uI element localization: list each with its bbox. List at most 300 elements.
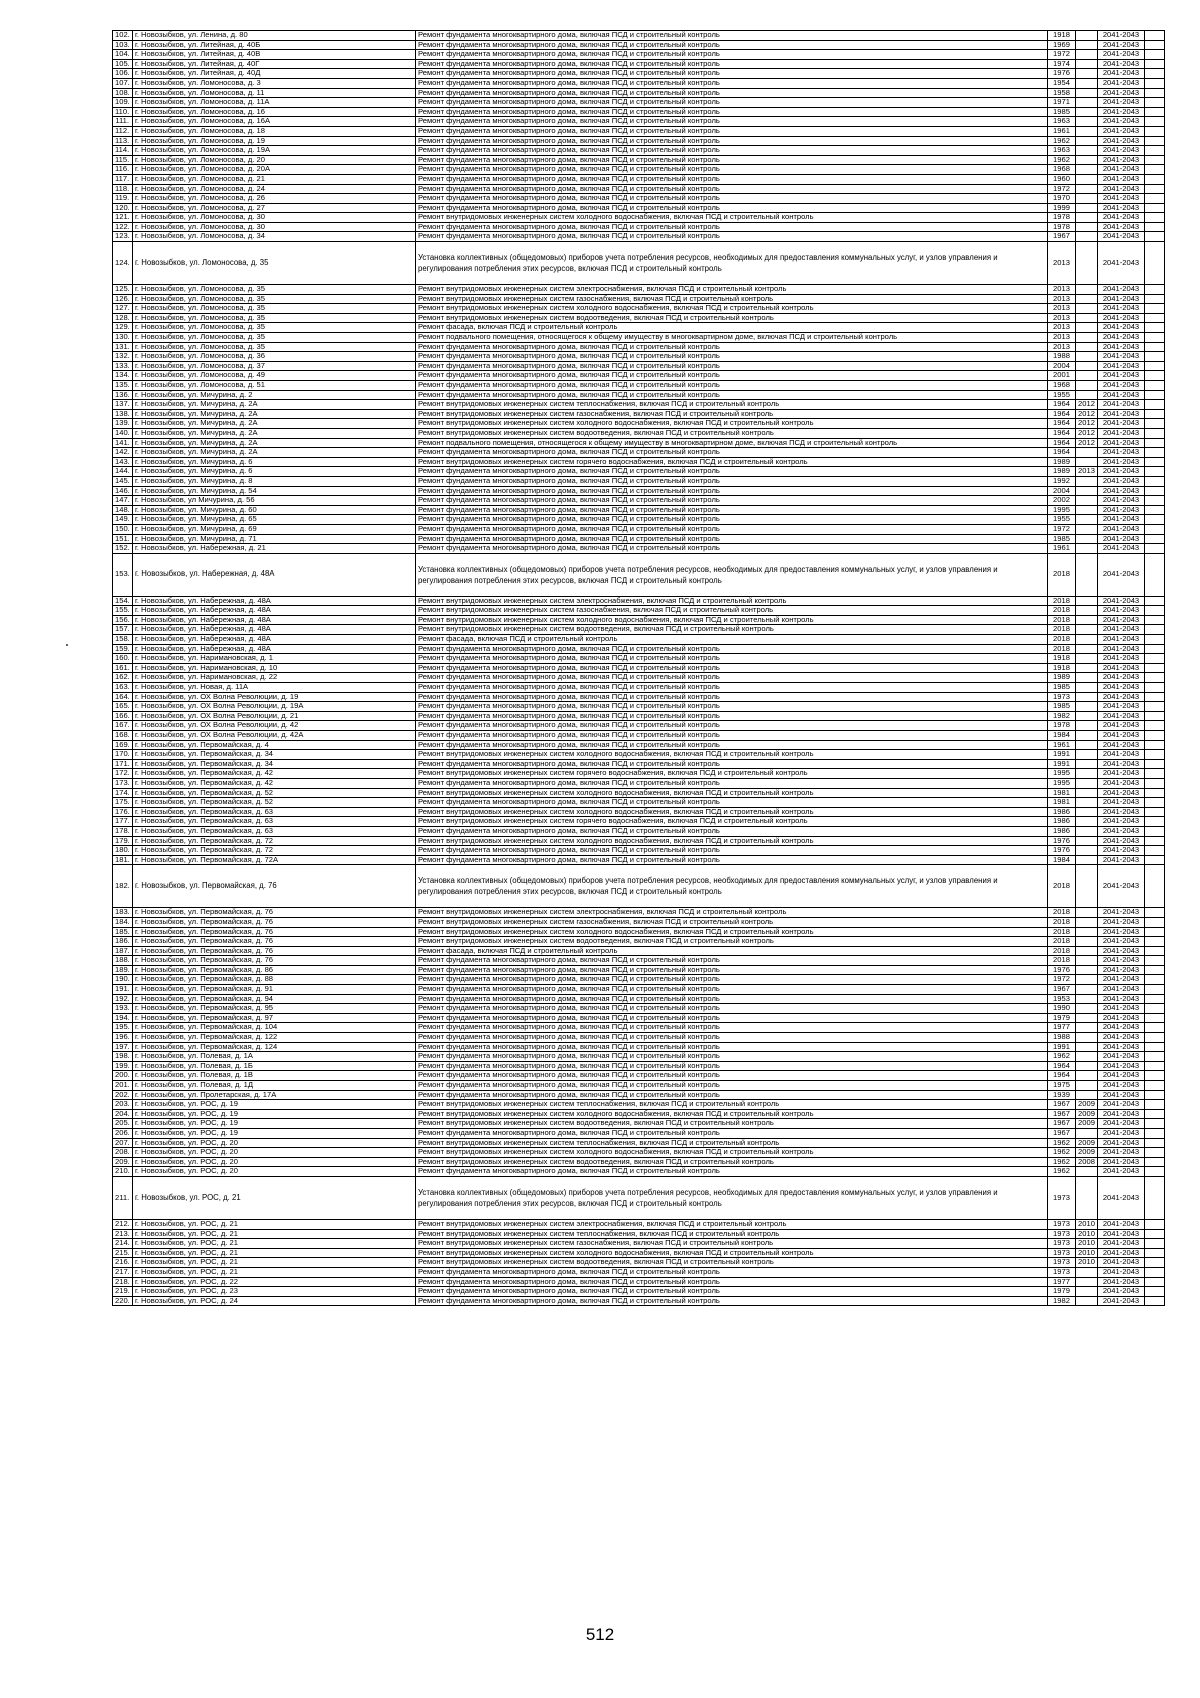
row-work-type: Ремонт фундамента многоквартирного дома, включая ПСД и строительный контроль (416, 740, 1048, 750)
row-blank-cell (1145, 917, 1165, 927)
row-year-built: 1976 (1048, 69, 1076, 79)
row-work-type: Ремонт внутридомовых инженерных систем теплоснабжения, включая ПСД и строительный контроль (416, 1138, 1048, 1148)
row-blank-cell (1145, 606, 1165, 616)
row-blank-cell (1145, 1100, 1165, 1110)
table-row (113, 40, 1165, 50)
row-year-built: 1960 (1048, 174, 1076, 184)
row-blank-cell (1145, 165, 1165, 175)
row-number: 179. (113, 836, 133, 846)
row-address: г. Новозыбков, ул. Первомайская, д. 124 (133, 1042, 416, 1052)
row-blank-cell (1145, 304, 1165, 314)
row-work-type: Ремонт фундамента многоквартирного дома, включая ПСД и строительный контроль (416, 371, 1048, 381)
row-planned-period: 2041-2043 (1098, 126, 1145, 136)
row-work-type: Ремонт внутридомовых инженерных систем холодного водоснабжения, включая ПСД и строительный контроль (416, 1109, 1048, 1119)
table-row (113, 553, 1165, 596)
table-row (113, 1176, 1165, 1219)
row-planned-period: 2041-2043 (1098, 759, 1145, 769)
row-number: 139. (113, 419, 133, 429)
row-address: г. Новозыбков, ул. Первомайская, д. 72А (133, 855, 416, 865)
row-year-last-repair (1076, 203, 1098, 213)
row-year-built: 2013 (1048, 323, 1076, 333)
row-planned-period: 2041-2043 (1098, 294, 1145, 304)
row-planned-period: 2041-2043 (1098, 213, 1145, 223)
row-number: 196. (113, 1033, 133, 1043)
table-row (113, 448, 1165, 458)
row-work-type: Установка коллективных (общедомовых) приборов учета потребления ресурсов, необходимых для предоставления коммунальных услуг, и узлов управления и регулирования потребления этих ресурсов, включая ПСД и строительный контроль (416, 242, 1048, 285)
row-address: г. Новозыбков, ул. РОС, д. 24 (133, 1296, 416, 1306)
row-number: 207. (113, 1138, 133, 1148)
row-planned-period: 2041-2043 (1098, 515, 1145, 525)
row-year-last-repair (1076, 702, 1098, 712)
row-address: г. Новозыбков, ул. Пролетарская, д. 17А (133, 1090, 416, 1100)
row-address: г. Новозыбков, ул. РОС, д. 21 (133, 1229, 416, 1239)
row-address: г. Новозыбков, ул. Первомайская, д. 52 (133, 798, 416, 808)
row-work-type: Ремонт фундамента многоквартирного дома, включая ПСД и строительный контроль (416, 476, 1048, 486)
row-year-built: 1963 (1048, 146, 1076, 156)
row-work-type: Ремонт внутридомовых инженерных систем водоотведения, включая ПСД и строительный контроль (416, 937, 1048, 947)
row-address: г. Новозыбков, ул. Ломоносова, д. 20 (133, 155, 416, 165)
table-row (113, 50, 1165, 60)
row-year-built: 2018 (1048, 937, 1076, 947)
row-blank-cell (1145, 855, 1165, 865)
row-work-type: Ремонт внутридомовых инженерных систем водоотведения, включая ПСД и строительный контроль (416, 428, 1048, 438)
table-row (113, 1229, 1165, 1239)
row-number: 170. (113, 750, 133, 760)
row-number: 194. (113, 1013, 133, 1023)
row-work-type: Ремонт фундамента многоквартирного дома, включая ПСД и строительный контроль (416, 69, 1048, 79)
row-planned-period: 2041-2043 (1098, 927, 1145, 937)
row-work-type: Ремонт фундамента многоквартирного дома, включая ПСД и строительный контроль (416, 1167, 1048, 1177)
table-row (113, 222, 1165, 232)
row-blank-cell (1145, 865, 1165, 908)
row-number: 173. (113, 778, 133, 788)
row-year-built: 2013 (1048, 313, 1076, 323)
row-year-last-repair (1076, 88, 1098, 98)
row-address: г. Новозыбков, ул. РОС, д. 20 (133, 1167, 416, 1177)
row-blank-cell (1145, 956, 1165, 966)
row-address: г. Новозыбков, ул. Первомайская, д. 88 (133, 975, 416, 985)
row-number: 126. (113, 294, 133, 304)
row-year-last-repair (1076, 448, 1098, 458)
row-blank-cell (1145, 1267, 1165, 1277)
row-work-type: Ремонт фундамента многоквартирного дома, включая ПСД и строительный контроль (416, 174, 1048, 184)
row-number: 110. (113, 107, 133, 117)
row-number: 145. (113, 476, 133, 486)
row-number: 142. (113, 448, 133, 458)
table-row (113, 78, 1165, 88)
table-row (113, 400, 1165, 410)
row-work-type: Ремонт фундамента многоквартирного дома, включая ПСД и строительный контроль (416, 534, 1048, 544)
row-planned-period: 2041-2043 (1098, 59, 1145, 69)
row-year-last-repair: 2012 (1076, 428, 1098, 438)
row-blank-cell (1145, 826, 1165, 836)
row-blank-cell (1145, 711, 1165, 721)
row-year-built: 1988 (1048, 1033, 1076, 1043)
table-row (113, 635, 1165, 645)
row-address: г. Новозыбков, ул. РОС, д. 19 (133, 1128, 416, 1138)
table-row (113, 692, 1165, 702)
row-number: 197. (113, 1042, 133, 1052)
row-work-type: Ремонт фундамента многоквартирного дома, включая ПСД и строительный контроль (416, 505, 1048, 515)
row-planned-period: 2041-2043 (1098, 457, 1145, 467)
row-blank-cell (1145, 184, 1165, 194)
row-address: г. Новозыбков, ул. РОС, д. 21 (133, 1267, 416, 1277)
table-row (113, 1004, 1165, 1014)
row-work-type: Ремонт фундамента многоквартирного дома, включая ПСД и строительный контроль (416, 232, 1048, 242)
row-year-built: 2018 (1048, 917, 1076, 927)
row-year-last-repair (1076, 323, 1098, 333)
row-year-last-repair (1076, 524, 1098, 534)
row-year-built: 2013 (1048, 242, 1076, 285)
row-number: 184. (113, 917, 133, 927)
table-row (113, 865, 1165, 908)
table-row (113, 1267, 1165, 1277)
row-address: г. Новозыбков, ул. ОХ Волна Революции, д. 19 (133, 692, 416, 702)
row-blank-cell (1145, 1219, 1165, 1229)
row-work-type: Ремонт фундамента многоквартирного дома, включая ПСД и строительный контроль (416, 467, 1048, 477)
row-year-built: 1974 (1048, 59, 1076, 69)
table-row (113, 644, 1165, 654)
table-row (113, 505, 1165, 515)
row-blank-cell (1145, 1004, 1165, 1014)
row-planned-period: 2041-2043 (1098, 390, 1145, 400)
row-planned-period: 2041-2043 (1098, 381, 1145, 391)
row-blank-cell (1145, 1248, 1165, 1258)
row-address: г. Новозыбков, ул. Первомайская, д. 97 (133, 1013, 416, 1023)
row-blank-cell (1145, 333, 1165, 343)
row-blank-cell (1145, 721, 1165, 731)
table-row (113, 342, 1165, 352)
row-blank-cell (1145, 1167, 1165, 1177)
row-work-type: Ремонт внутридомовых инженерных систем газоснабжения, включая ПСД и строительный контроль (416, 409, 1048, 419)
row-year-built: 1989 (1048, 457, 1076, 467)
row-work-type: Ремонт фундамента многоквартирного дома, включая ПСД и строительный контроль (416, 965, 1048, 975)
row-year-last-repair (1076, 184, 1098, 194)
row-planned-period: 2041-2043 (1098, 342, 1145, 352)
row-address: г. Новозыбков, ул. РОС, д. 21 (133, 1258, 416, 1268)
row-year-last-repair (1076, 285, 1098, 295)
row-year-last-repair (1076, 908, 1098, 918)
row-year-built: 1978 (1048, 222, 1076, 232)
row-year-built: 1999 (1048, 203, 1076, 213)
row-address: г. Новозыбков, ул. Первомайская, д. 76 (133, 946, 416, 956)
table-row (113, 59, 1165, 69)
table-row (113, 155, 1165, 165)
row-blank-cell (1145, 232, 1165, 242)
table-row (113, 807, 1165, 817)
row-blank-cell (1145, 78, 1165, 88)
row-planned-period: 2041-2043 (1098, 596, 1145, 606)
row-year-last-repair (1076, 855, 1098, 865)
row-blank-cell (1145, 1109, 1165, 1119)
row-blank-cell (1145, 31, 1165, 41)
row-work-type: Ремонт фундамента многоквартирного дома, включая ПСД и строительный контроль (416, 654, 1048, 664)
table-row (113, 946, 1165, 956)
row-number: 154. (113, 596, 133, 606)
row-year-last-repair (1076, 155, 1098, 165)
row-year-built: 2018 (1048, 865, 1076, 908)
row-year-built: 1970 (1048, 194, 1076, 204)
row-year-last-repair (1076, 476, 1098, 486)
row-year-last-repair (1076, 606, 1098, 616)
row-year-last-repair (1076, 165, 1098, 175)
row-number: 105. (113, 59, 133, 69)
row-blank-cell (1145, 1023, 1165, 1033)
row-number: 182. (113, 865, 133, 908)
table-row (113, 1138, 1165, 1148)
row-year-last-repair (1076, 1267, 1098, 1277)
row-address: г. Новозыбков, ул. Первомайская, д. 42 (133, 769, 416, 779)
row-number: 190. (113, 975, 133, 985)
row-number: 124. (113, 242, 133, 285)
program-table-sheet (112, 30, 1164, 1306)
row-work-type: Установка коллективных (общедомовых) приборов учета потребления ресурсов, необходимых для предоставления коммунальных услуг, и узлов управления и регулирования потребления этих ресурсов, включая ПСД и строительный контроль (416, 553, 1048, 596)
row-work-type: Ремонт фундамента многоквартирного дома, включая ПСД и строительный контроль (416, 994, 1048, 1004)
row-planned-period: 2041-2043 (1098, 711, 1145, 721)
row-address: г. Новозыбков, ул. Литейная, д. 40Г (133, 59, 416, 69)
row-planned-period: 2041-2043 (1098, 855, 1145, 865)
row-address: г. Новозыбков, ул. РОС, д. 20 (133, 1138, 416, 1148)
row-address: г. Новозыбков, ул. Ломоносова, д. 3 (133, 78, 416, 88)
table-row (113, 683, 1165, 693)
row-blank-cell (1145, 1148, 1165, 1158)
row-work-type: Ремонт фундамента многоквартирного дома, включая ПСД и строительный контроль (416, 31, 1048, 41)
row-planned-period: 2041-2043 (1098, 1176, 1145, 1219)
row-blank-cell (1145, 222, 1165, 232)
row-number: 169. (113, 740, 133, 750)
row-blank-cell (1145, 361, 1165, 371)
row-number: 159. (113, 644, 133, 654)
row-year-last-repair: 2010 (1076, 1229, 1098, 1239)
row-planned-period: 2041-2043 (1098, 419, 1145, 429)
row-year-built: 1985 (1048, 683, 1076, 693)
row-number: 137. (113, 400, 133, 410)
row-year-built: 1964 (1048, 400, 1076, 410)
table-row (113, 826, 1165, 836)
row-year-built: 1961 (1048, 126, 1076, 136)
row-year-built: 1953 (1048, 994, 1076, 1004)
row-work-type: Ремонт фундамента многоквартирного дома, включая ПСД и строительный контроль (416, 496, 1048, 506)
table-row (113, 1109, 1165, 1119)
row-work-type: Ремонт фундамента многоквартирного дома, включая ПСД и строительный контроль (416, 117, 1048, 127)
table-row (113, 352, 1165, 362)
row-planned-period: 2041-2043 (1098, 313, 1145, 323)
row-planned-period: 2041-2043 (1098, 1013, 1145, 1023)
row-year-last-repair (1076, 1052, 1098, 1062)
row-year-built: 1962 (1048, 1052, 1076, 1062)
row-work-type: Ремонт внутридомовых инженерных систем холодного водоснабжения, включая ПСД и строительный контроль (416, 419, 1048, 429)
row-year-last-repair (1076, 654, 1098, 664)
row-year-last-repair (1076, 342, 1098, 352)
row-address: г. Новозыбков, ул. Мичурина, д. 60 (133, 505, 416, 515)
row-blank-cell (1145, 1061, 1165, 1071)
table-row (113, 333, 1165, 343)
row-number: 119. (113, 194, 133, 204)
row-planned-period: 2041-2043 (1098, 731, 1145, 741)
row-year-built: 1972 (1048, 50, 1076, 60)
row-year-last-repair (1076, 937, 1098, 947)
row-address: г. Новозыбков, ул. Первомайская, д. 76 (133, 956, 416, 966)
row-planned-period: 2041-2043 (1098, 409, 1145, 419)
row-year-built: 1979 (1048, 1287, 1076, 1297)
row-planned-period: 2041-2043 (1098, 78, 1145, 88)
row-year-last-repair (1076, 673, 1098, 683)
row-blank-cell (1145, 1229, 1165, 1239)
row-planned-period: 2041-2043 (1098, 1061, 1145, 1071)
table-row (113, 213, 1165, 223)
row-year-last-repair: 2009 (1076, 1148, 1098, 1158)
row-work-type: Ремонт фундамента многоквартирного дома, включая ПСД и строительный контроль (416, 846, 1048, 856)
row-work-type: Ремонт внутридомовых инженерных систем теплоснабжения, включая ПСД и строительный контроль (416, 1229, 1048, 1239)
row-work-type: Ремонт внутридомовых инженерных систем газоснабжения, включая ПСД и строительный контроль (416, 1239, 1048, 1249)
row-year-last-repair (1076, 946, 1098, 956)
row-blank-cell (1145, 596, 1165, 606)
table-row (113, 1157, 1165, 1167)
row-work-type: Ремонт внутридомовых инженерных систем холодного водоснабжения, включая ПСД и строительный контроль (416, 213, 1048, 223)
row-blank-cell (1145, 534, 1165, 544)
table-row (113, 788, 1165, 798)
row-year-last-repair (1076, 515, 1098, 525)
row-number: 217. (113, 1267, 133, 1277)
row-year-built: 1971 (1048, 98, 1076, 108)
row-year-built: 2018 (1048, 606, 1076, 616)
row-year-built: 1986 (1048, 826, 1076, 836)
row-work-type: Ремонт внутридомовых инженерных систем горячего водоснабжения, включая ПСД и строительный контроль (416, 817, 1048, 827)
row-planned-period: 2041-2043 (1098, 524, 1145, 534)
row-year-built: 1962 (1048, 136, 1076, 146)
row-planned-period: 2041-2043 (1098, 937, 1145, 947)
row-work-type: Ремонт фундамента многоквартирного дома, включая ПСД и строительный контроль (416, 1004, 1048, 1014)
row-year-built: 1967 (1048, 1109, 1076, 1119)
table-row (113, 606, 1165, 616)
table-row (113, 146, 1165, 156)
row-number: 165. (113, 702, 133, 712)
row-year-built: 2018 (1048, 615, 1076, 625)
row-year-last-repair (1076, 174, 1098, 184)
row-work-type: Ремонт фундамента многоквартирного дома, включая ПСД и строительный контроль (416, 1061, 1048, 1071)
row-number: 107. (113, 78, 133, 88)
row-blank-cell (1145, 126, 1165, 136)
row-number: 150. (113, 524, 133, 534)
row-address: г. Новозыбков, ул. Ломоносова, д. 36 (133, 352, 416, 362)
row-blank-cell (1145, 50, 1165, 60)
row-year-last-repair (1076, 361, 1098, 371)
row-address: г. Новозыбков, ул. Набережная, д. 48А (133, 625, 416, 635)
row-year-last-repair (1076, 333, 1098, 343)
row-year-last-repair (1076, 213, 1098, 223)
row-work-type: Ремонт фундамента многоквартирного дома, включая ПСД и строительный контроль (416, 390, 1048, 400)
table-row (113, 1167, 1165, 1177)
row-year-built: 1962 (1048, 1138, 1076, 1148)
row-year-built: 1976 (1048, 846, 1076, 856)
table-row (113, 1013, 1165, 1023)
row-planned-period: 2041-2043 (1098, 826, 1145, 836)
row-year-last-repair (1076, 1061, 1098, 1071)
row-planned-period: 2041-2043 (1098, 1100, 1145, 1110)
row-blank-cell (1145, 88, 1165, 98)
table-row (113, 759, 1165, 769)
row-year-last-repair (1076, 381, 1098, 391)
row-address: г. Новозыбков, ул. ОХ Волна Революции, д. 21 (133, 711, 416, 721)
row-year-built: 1986 (1048, 807, 1076, 817)
table-row (113, 486, 1165, 496)
row-address: г. Новозыбков, ул. Первомайская, д. 94 (133, 994, 416, 1004)
row-address: г. Новозыбков, ул. Первомайская, д. 52 (133, 788, 416, 798)
row-planned-period: 2041-2043 (1098, 222, 1145, 232)
table-row (113, 836, 1165, 846)
row-year-built: 2004 (1048, 486, 1076, 496)
row-number: 186. (113, 937, 133, 947)
row-number: 164. (113, 692, 133, 702)
table-row (113, 711, 1165, 721)
row-address: г. Новозыбков, ул. Мичурина, д. 54 (133, 486, 416, 496)
row-work-type: Ремонт внутридомовых инженерных систем холодного водоснабжения, включая ПСД и строительный контроль (416, 788, 1048, 798)
row-planned-period: 2041-2043 (1098, 323, 1145, 333)
row-address: г. Новозыбков, ул. Мичурина, д. 2А (133, 400, 416, 410)
row-year-built: 1989 (1048, 673, 1076, 683)
table-row (113, 1128, 1165, 1138)
row-work-type: Ремонт фундамента многоквартирного дома, включая ПСД и строительный контроль (416, 126, 1048, 136)
row-blank-cell (1145, 409, 1165, 419)
row-number: 152. (113, 544, 133, 554)
table-row (113, 294, 1165, 304)
row-planned-period: 2041-2043 (1098, 88, 1145, 98)
row-number: 175. (113, 798, 133, 808)
row-year-last-repair (1076, 644, 1098, 654)
row-blank-cell (1145, 778, 1165, 788)
row-planned-period: 2041-2043 (1098, 333, 1145, 343)
row-blank-cell (1145, 692, 1165, 702)
row-planned-period: 2041-2043 (1098, 544, 1145, 554)
row-blank-cell (1145, 515, 1165, 525)
row-address: г. Новозыбков, ул. Мичурина, д. 8 (133, 476, 416, 486)
table-row (113, 731, 1165, 741)
row-year-built: 1973 (1048, 1258, 1076, 1268)
row-year-built: 1973 (1048, 1239, 1076, 1249)
row-address: г. Новозыбков, ул. Ломоносова, д. 37 (133, 361, 416, 371)
row-address: г. Новозыбков, ул. Ломоносова, д. 21 (133, 174, 416, 184)
row-work-type: Ремонт внутридомовых инженерных систем электроснабжения, включая ПСД и строительный контроль (416, 596, 1048, 606)
row-blank-cell (1145, 985, 1165, 995)
table-row (113, 534, 1165, 544)
row-number: 209. (113, 1157, 133, 1167)
row-address: г. Новозыбков, ул. Ломоносова, д. 27 (133, 203, 416, 213)
row-address: г. Новозыбков, ул. Мичурина, д. 2А (133, 448, 416, 458)
row-planned-period: 2041-2043 (1098, 975, 1145, 985)
row-year-built: 1972 (1048, 975, 1076, 985)
row-year-built: 1982 (1048, 711, 1076, 721)
row-number: 143. (113, 457, 133, 467)
row-work-type: Ремонт фундамента многоквартирного дома, включая ПСД и строительный контроль (416, 155, 1048, 165)
row-year-built: 1990 (1048, 1004, 1076, 1014)
row-planned-period: 2041-2043 (1098, 371, 1145, 381)
row-work-type: Ремонт фундамента многоквартирного дома, включая ПСД и строительный контроль (416, 146, 1048, 156)
row-year-last-repair (1076, 31, 1098, 41)
row-address: г. Новозыбков, ул. Литейная, д. 40В (133, 50, 416, 60)
row-year-last-repair (1076, 1176, 1098, 1219)
row-address: г. Новозыбков, ул. ОХ Волна Революции, д. 42 (133, 721, 416, 731)
row-number: 136. (113, 390, 133, 400)
row-year-last-repair (1076, 692, 1098, 702)
row-blank-cell (1145, 117, 1165, 127)
row-planned-period: 2041-2043 (1098, 400, 1145, 410)
row-number: 161. (113, 663, 133, 673)
row-planned-period: 2041-2043 (1098, 107, 1145, 117)
row-blank-cell (1145, 136, 1165, 146)
row-address: г. Новозыбков, ул. Ломоносова, д. 51 (133, 381, 416, 391)
table-row (113, 524, 1165, 534)
row-blank-cell (1145, 654, 1165, 664)
